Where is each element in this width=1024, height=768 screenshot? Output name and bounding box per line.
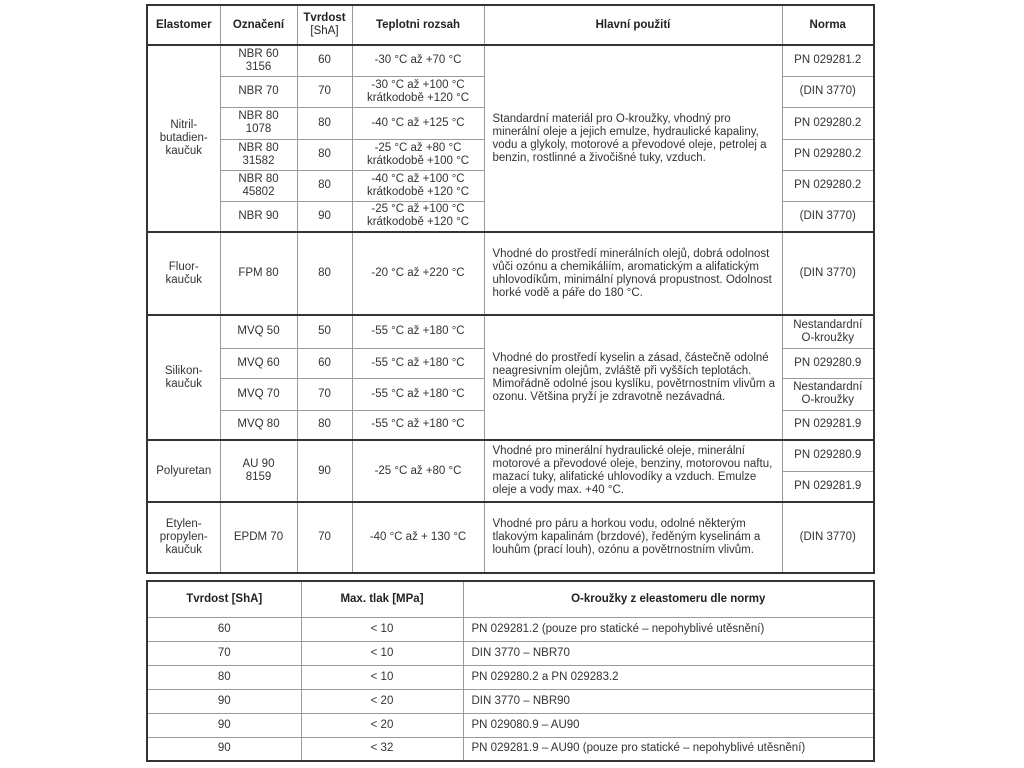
teplota-cell: -25 °C až +80 °C bbox=[352, 440, 484, 502]
tvrdost-cell: 90 bbox=[297, 201, 352, 232]
elastomer-cell: Etylen- propylen- kaučuk bbox=[147, 502, 220, 573]
max-tlak-cell: < 10 bbox=[301, 641, 463, 665]
max-tlak-cell: < 20 bbox=[301, 689, 463, 713]
norma-cell: PN 029281.9 bbox=[782, 410, 874, 440]
max-tlak-cell: < 20 bbox=[301, 713, 463, 737]
tvrdost-cell: 90 bbox=[147, 713, 301, 737]
tvrdost-cell: 50 bbox=[297, 315, 352, 348]
oznaceni-cell: AU 90 8159 bbox=[220, 440, 297, 502]
tvrdost-cell: 80 bbox=[147, 665, 301, 689]
norma-cell: PN 029080.9 – AU90 bbox=[463, 713, 874, 737]
teplota-cell: -40 °C až +100 °C krátkodobě +120 °C bbox=[352, 170, 484, 201]
table-row bbox=[147, 315, 874, 348]
tvrdost-cell: 80 bbox=[297, 232, 352, 315]
elastomer-cell: Fluor- kaučuk bbox=[147, 232, 220, 315]
oznaceni-cell: MVQ 60 bbox=[220, 348, 297, 378]
table-row bbox=[147, 45, 874, 76]
norma-cell: PN 029280.2 a PN 029283.2 bbox=[463, 665, 874, 689]
tvrdost-cell: 80 bbox=[297, 139, 352, 170]
teplota-cell: -55 °C až +180 °C bbox=[352, 315, 484, 348]
norma-cell: (DIN 3770) bbox=[782, 502, 874, 573]
max-tlak-cell: < 10 bbox=[301, 617, 463, 641]
header-tvrdost bbox=[297, 5, 352, 45]
tvrdost-cell: 70 bbox=[297, 502, 352, 573]
norma-cell: PN 029281.2 bbox=[782, 45, 874, 76]
oznaceni-cell: NBR 70 bbox=[220, 76, 297, 107]
header-row bbox=[147, 581, 874, 617]
header-elastomer: Elastomer bbox=[147, 5, 220, 45]
oznaceni-cell: MVQ 50 bbox=[220, 315, 297, 348]
norma-cell: Nestandardní O-kroužky bbox=[782, 315, 874, 348]
norma-cell: PN 029280.2 bbox=[782, 139, 874, 170]
max-tlak-cell: < 10 bbox=[301, 665, 463, 689]
oznaceni-cell: MVQ 80 bbox=[220, 410, 297, 440]
table-row bbox=[147, 713, 874, 737]
table-row bbox=[147, 232, 874, 315]
norma-cell: PN 029280.2 bbox=[782, 107, 874, 139]
header-max-tlak: Max. tlak [MPa] bbox=[301, 581, 463, 617]
teplota-cell: -55 °C až +180 °C bbox=[352, 410, 484, 440]
teplota-cell: -20 °C až +220 °C bbox=[352, 232, 484, 315]
header-tvrdost-unit: [ShA] bbox=[310, 25, 339, 37]
oznaceni-cell: NBR 90 bbox=[220, 201, 297, 232]
elastomer-cell: Silikon- kaučuk bbox=[147, 315, 220, 440]
pouziti-cell: Standardní materiál pro O-kroužky, vhodný pro minerální oleje a jejich emulze, hydraulické kapaliny, vodu a glykoly, motorové a převodové oleje, petrolej a benzin, rostlinné a živočišné tuky, vzduch. bbox=[484, 45, 782, 232]
elastomer-table bbox=[146, 4, 875, 574]
tvrdost-cell: 60 bbox=[147, 617, 301, 641]
teplota-cell: -40 °C až +125 °C bbox=[352, 107, 484, 139]
header-tvrdost-label: Tvrdost bbox=[303, 12, 346, 24]
tvrdost-cell: 90 bbox=[147, 689, 301, 713]
teplota-cell: -55 °C až +180 °C bbox=[352, 378, 484, 410]
tvrdost-cell: 90 bbox=[147, 737, 301, 761]
tvrdost-cell: 70 bbox=[297, 76, 352, 107]
oznaceni-cell: NBR 80 31582 bbox=[220, 139, 297, 170]
header-teplota: Teplotni rozsah bbox=[352, 5, 484, 45]
oznaceni-cell: MVQ 70 bbox=[220, 378, 297, 410]
tvrdost-cell: 80 bbox=[297, 410, 352, 440]
pouziti-cell: Vhodné do prostředí minerálních olejů, dobrá odolnost vůči ozónu a chemikáliím, aromatickým a alifatickým uhlovodíkům, minimální plynová propustnost. Odolnost horké vodě a páře do 180 °C. bbox=[484, 232, 782, 315]
table-row bbox=[147, 641, 874, 665]
pouziti-cell: Vhodné pro minerální hydraulické oleje, minerální motorové a převodové oleje, benziny, motorovou naftu, mazací tuky, alifatické uhlovodíky a vzduch. Emulze oleje a vody max. +40 °C. bbox=[484, 440, 782, 502]
teplota-cell: -30 °C až +70 °C bbox=[352, 45, 484, 76]
norma-cell: PN 029281.9 – AU90 (pouze pro statické – nepohyblivé utěsnění) bbox=[463, 737, 874, 761]
teplota-cell: -30 °C až +100 °C krátkodobě +120 °C bbox=[352, 76, 484, 107]
oznaceni-cell: EPDM 70 bbox=[220, 502, 297, 573]
norma-cell: (DIN 3770) bbox=[782, 76, 874, 107]
tvrdost-cell: 70 bbox=[297, 378, 352, 410]
norma-cell: PN 029280.2 bbox=[782, 170, 874, 201]
teplota-cell: -55 °C až +180 °C bbox=[352, 348, 484, 378]
pouziti-cell: Vhodné do prostředí kyselin a zásad, částečně odolné neagresivním olejům, zvláště při vyšších teplotách. Mimořádně odolné jsou kyslíku, povětrnostním vlivům a ozonu. Většina pryží je zdravotně nezávadná. bbox=[484, 315, 782, 440]
tvrdost-cell: 80 bbox=[297, 107, 352, 139]
header-normy: O-kroužky z eleastomeru dle normy bbox=[463, 581, 874, 617]
norma-cell: Nestandardní O-kroužky bbox=[782, 378, 874, 410]
header-norma: Norma bbox=[782, 5, 874, 45]
norma-cell: (DIN 3770) bbox=[782, 201, 874, 232]
table-row bbox=[147, 617, 874, 641]
pressure-table bbox=[146, 580, 875, 762]
table-row bbox=[147, 689, 874, 713]
elastomer-cell: Nitril- butadien- kaučuk bbox=[147, 45, 220, 232]
header-tvrdost: Tvrdost [ShA] bbox=[147, 581, 301, 617]
tvrdost-cell: 70 bbox=[147, 641, 301, 665]
teplota-cell: -40 °C až + 130 °C bbox=[352, 502, 484, 573]
oznaceni-cell: NBR 60 3156 bbox=[220, 45, 297, 76]
oznaceni-cell: FPM 80 bbox=[220, 232, 297, 315]
header-pouziti: Hlavní použití bbox=[484, 5, 782, 45]
norma-cell: (DIN 3770) bbox=[782, 232, 874, 315]
header-row bbox=[147, 5, 874, 45]
table-row bbox=[147, 502, 874, 573]
table-row bbox=[147, 440, 874, 471]
tvrdost-cell: 80 bbox=[297, 170, 352, 201]
teplota-cell: -25 °C až +100 °C krátkodobě +120 °C bbox=[352, 201, 484, 232]
norma-cell: DIN 3770 – NBR70 bbox=[463, 641, 874, 665]
norma-cell: DIN 3770 – NBR90 bbox=[463, 689, 874, 713]
header-oznaceni: Označení bbox=[220, 5, 297, 45]
max-tlak-cell: < 32 bbox=[301, 737, 463, 761]
tvrdost-cell: 60 bbox=[297, 45, 352, 76]
teplota-cell: -25 °C až +80 °C krátkodobě +100 °C bbox=[352, 139, 484, 170]
table-row bbox=[147, 737, 874, 761]
table-row bbox=[147, 665, 874, 689]
tvrdost-cell: 60 bbox=[297, 348, 352, 378]
norma-cell: PN 029281.2 (pouze pro statické – nepohyblivé utěsnění) bbox=[463, 617, 874, 641]
oznaceni-cell: NBR 80 1078 bbox=[220, 107, 297, 139]
oznaceni-cell: NBR 80 45802 bbox=[220, 170, 297, 201]
norma-cell: PN 029281.9 bbox=[782, 471, 874, 502]
tvrdost-cell: 90 bbox=[297, 440, 352, 502]
norma-cell: PN 029280.9 bbox=[782, 440, 874, 471]
pouziti-cell: Vhodné pro páru a horkou vodu, odolné některým tlakovým kapalinám (brzdové), ředěným kyselinám a louhům (prací louh), ozónu a povětrnostním vlivům. bbox=[484, 502, 782, 573]
elastomer-cell: Polyuretan bbox=[147, 440, 220, 502]
norma-cell: PN 029280.9 bbox=[782, 348, 874, 378]
